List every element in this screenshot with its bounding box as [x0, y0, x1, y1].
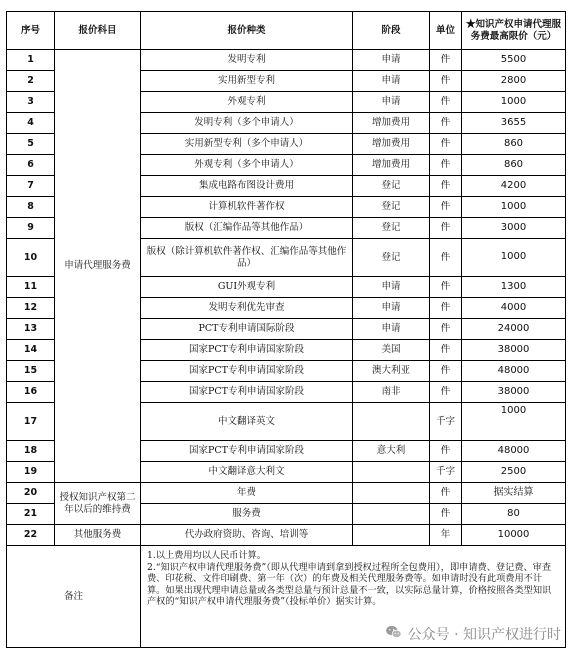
row-unit: 千字 [430, 462, 462, 483]
row-stage: 申请 [353, 319, 430, 340]
row-type: GUI外观专利 [141, 277, 353, 298]
row-stage [353, 504, 430, 525]
row-unit: 件 [430, 176, 462, 197]
group-application: 申请代理服务费 [55, 50, 141, 483]
row-unit: 件 [430, 382, 462, 403]
row-stage [353, 483, 430, 504]
row-unit: 件 [430, 319, 462, 340]
row-stage: 美国 [353, 340, 430, 361]
row-type: 计算机软件著作权 [141, 197, 353, 218]
fee-table [6, 11, 566, 648]
row-stage: 澳大利亚 [353, 361, 430, 382]
row-stage: 申请 [353, 277, 430, 298]
header-no: 序号 [7, 12, 55, 50]
row-type: 代办政府资助、咨询、培训等 [141, 525, 353, 546]
row-no: 9 [7, 218, 55, 239]
row-no: 4 [7, 113, 55, 134]
header-type: 报价种类 [141, 12, 353, 50]
row-price: 38000 [462, 340, 566, 361]
row-type: 中文翻译英文 [141, 403, 353, 441]
row-price: 860 [462, 134, 566, 155]
wechat-icon [385, 623, 403, 645]
row-price: 1000 [462, 92, 566, 113]
row-stage: 增加费用 [353, 113, 430, 134]
row-stage [353, 525, 430, 546]
row-price: 860 [462, 155, 566, 176]
table-row [7, 50, 566, 71]
row-price: 5500 [462, 50, 566, 71]
row-unit: 件 [430, 340, 462, 361]
row-no: 19 [7, 462, 55, 483]
row-stage: 增加费用 [353, 155, 430, 176]
row-type: 国家PCT专利申请国家阶段 [141, 441, 353, 462]
row-price: 24000 [462, 319, 566, 340]
row-unit: 件 [430, 92, 462, 113]
row-stage: 登记 [353, 197, 430, 218]
row-no: 12 [7, 298, 55, 319]
row-no: 7 [7, 176, 55, 197]
row-stage: 增加费用 [353, 134, 430, 155]
row-unit: 件 [430, 155, 462, 176]
header-unit: 单位 [430, 12, 462, 50]
row-stage: 意大利 [353, 441, 430, 462]
row-no: 22 [7, 525, 55, 546]
row-unit: 件 [430, 197, 462, 218]
row-price: 2800 [462, 71, 566, 92]
group-other: 其他服务费 [55, 525, 141, 546]
row-price: 48000 [462, 441, 566, 462]
row-type: 发明专利 [141, 50, 353, 71]
row-no: 18 [7, 441, 55, 462]
row-stage: 申请 [353, 92, 430, 113]
row-price: 10000 [462, 525, 566, 546]
row-type: 实用新型专利（多个申请人） [141, 134, 353, 155]
row-unit: 件 [430, 504, 462, 525]
row-price: 48000 [462, 361, 566, 382]
row-price: 2500 [462, 462, 566, 483]
header-subject: 报价科目 [55, 12, 141, 50]
row-unit: 件 [430, 277, 462, 298]
row-stage [353, 462, 430, 483]
row-price: 80 [462, 504, 566, 525]
row-type: 集成电路布图设计费用 [141, 176, 353, 197]
row-price: 38000 [462, 382, 566, 403]
row-type: 中文翻译意大利文 [141, 462, 353, 483]
row-no: 2 [7, 71, 55, 92]
row-type: 国家PCT专利申请国家阶段 [141, 361, 353, 382]
row-no: 1 [7, 50, 55, 71]
row-unit: 年 [430, 525, 462, 546]
row-price: 据实结算 [462, 483, 566, 504]
row-stage: 登记 [353, 176, 430, 197]
row-unit: 件 [430, 50, 462, 71]
row-price: 4000 [462, 298, 566, 319]
row-price: 3000 [462, 218, 566, 239]
header-stage: 阶段 [353, 12, 430, 50]
row-no: 3 [7, 92, 55, 113]
row-type: 国家PCT专利申请国家阶段 [141, 340, 353, 361]
row-stage: 申请 [353, 50, 430, 71]
table-row [7, 483, 566, 504]
row-price: 1000 [462, 239, 566, 277]
row-stage [353, 403, 430, 441]
row-no: 14 [7, 340, 55, 361]
row-no: 13 [7, 319, 55, 340]
row-type: 版权（汇编作品等其他作品） [141, 218, 353, 239]
row-no: 16 [7, 382, 55, 403]
row-stage: 申请 [353, 298, 430, 319]
row-no: 11 [7, 277, 55, 298]
note-line-2: 2.“知识产权申请代理服务费”（即从代理申请到拿到授权过程所全包费用），即申请费、登记费、审查费、印花税、文件印刷费、第一年（次）的年费及相关代理服务费等。如申请时没有此项费用不计算。如果出现代理申请总量或各类型总量与预计总量不一致，以实际总量计算，价格按照各类型知识产权的“知识产权申请代理服务费”（投标单价）据实计算。 [147, 561, 552, 607]
notes-label: 备注 [7, 546, 141, 648]
row-stage: 登记 [353, 239, 430, 277]
row-type: 服务费 [141, 504, 353, 525]
group-maintenance: 授权知识产权第二年以后的维持费 [55, 483, 141, 525]
row-no: 10 [7, 239, 55, 277]
row-stage: 登记 [353, 218, 430, 239]
row-unit: 件 [430, 218, 462, 239]
row-type: 外观专利 [141, 92, 353, 113]
row-type: 发明专利（多个申请人） [141, 113, 353, 134]
row-no: 5 [7, 134, 55, 155]
row-unit: 件 [430, 71, 462, 92]
table-header-row [7, 12, 566, 50]
row-price: 1300 [462, 277, 566, 298]
row-type: 年费 [141, 483, 353, 504]
row-stage: 南非 [353, 382, 430, 403]
row-price: 1000 [462, 403, 566, 441]
row-unit: 件 [430, 298, 462, 319]
row-price: 3655 [462, 113, 566, 134]
note-line-1: 1.以上费用均以人民币计算。 [147, 550, 267, 561]
row-unit: 件 [430, 134, 462, 155]
row-unit: 件 [430, 441, 462, 462]
row-no: 20 [7, 483, 55, 504]
row-unit: 件 [430, 113, 462, 134]
row-unit: 千字 [430, 403, 462, 441]
row-price: 4200 [462, 176, 566, 197]
row-stage: 申请 [353, 71, 430, 92]
row-price: 1000 [462, 197, 566, 218]
watermark [383, 622, 563, 646]
row-type: 外观专利（多个申请人） [141, 155, 353, 176]
row-no: 8 [7, 197, 55, 218]
watermark-text: 公众号 · 知识产权进行时 [407, 627, 561, 643]
table-row [7, 525, 566, 546]
row-type: 实用新型专利 [141, 71, 353, 92]
row-type: 国家PCT专利申请国家阶段 [141, 382, 353, 403]
row-unit: 件 [430, 483, 462, 504]
row-unit: 件 [430, 239, 462, 277]
row-type: 版权（除计算机软件著作权、汇编作品等其他作品） [141, 239, 353, 277]
row-unit: 件 [430, 361, 462, 382]
row-type: PCT专利申请国际阶段 [141, 319, 353, 340]
row-no: 6 [7, 155, 55, 176]
row-no: 17 [7, 403, 55, 441]
header-price: ★知识产权申请代理服务费最高限价（元） [462, 12, 566, 50]
row-no: 15 [7, 361, 55, 382]
row-type: 发明专利优先审查 [141, 298, 353, 319]
row-no: 21 [7, 504, 55, 525]
